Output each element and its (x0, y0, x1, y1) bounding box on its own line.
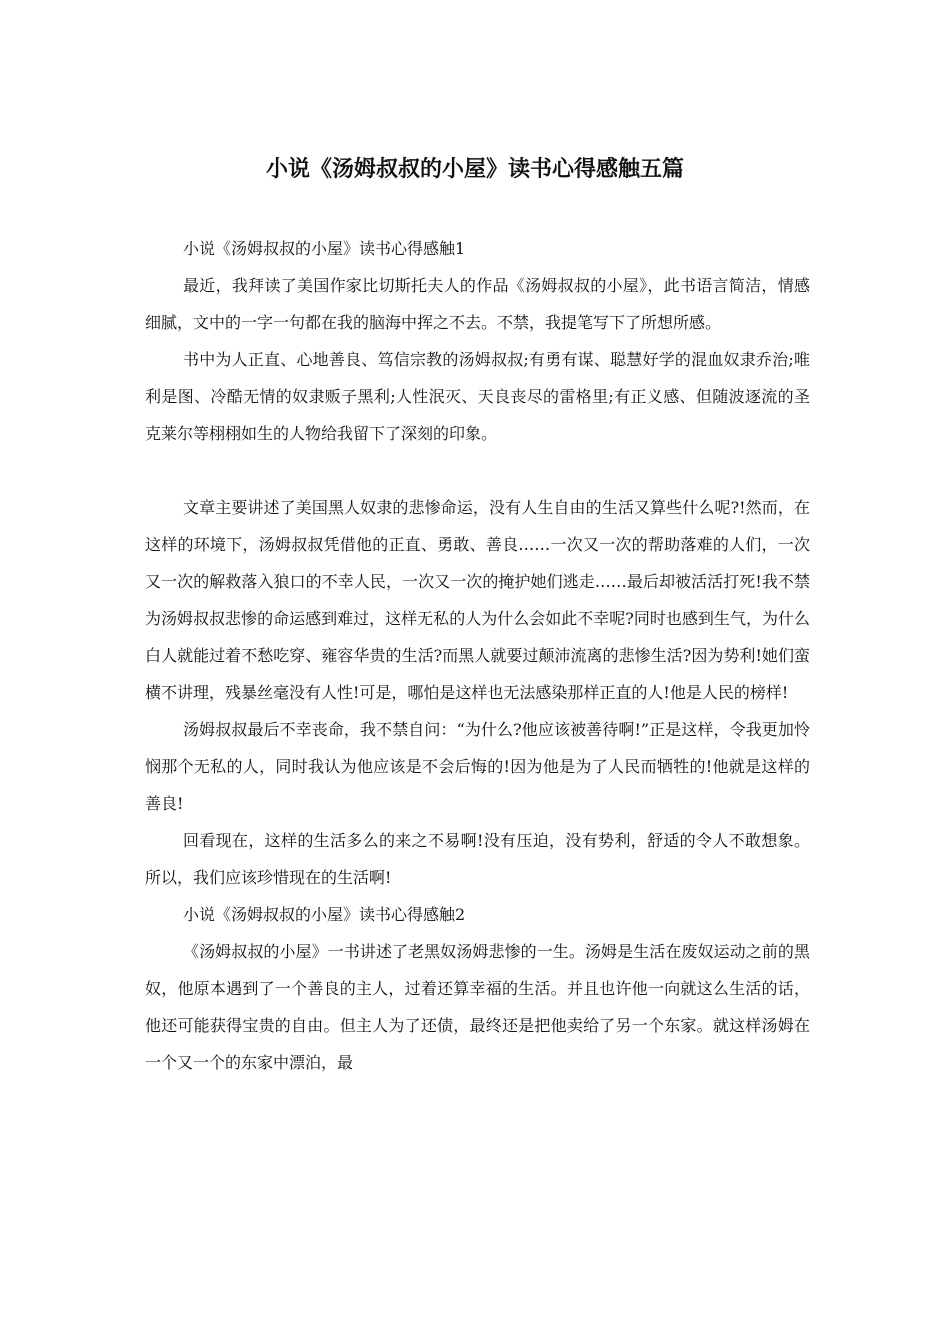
body-paragraph: 书中为人正直、心地善良、笃信宗教的汤姆叔叔;有勇有谋、聪慧好学的混血奴隶乔治;唯利是图、冷酷无情的奴隶贩子黑利;人性泯灭、天良丧尽的雷格里;有正义感、但随波逐流的圣克莱尔等栩栩如生的人物给我留下了深刻的印象。 (145, 350, 810, 443)
body-paragraph: 《汤姆叔叔的小屋》一书讲述了老黑奴汤姆悲惨的一生。汤姆是生活在废奴运动之前的黑奴，他原本遇到了一个善良的主人，过着还算幸福的生活。并且也许他一向就这么生活的话，他还可能获得宝贵的自由。但主人为了还债，最终还是把他卖给了另一个东家。就这样汤姆在一个又一个的东家中漂泊，最 (145, 942, 810, 1072)
body-paragraph: 汤姆叔叔最后不幸丧命，我不禁自问：“为什么?他应该被善待啊!”正是这样，令我更加怜悯那个无私的人，同时我认为他应该是不会后悔的!因为他是为了人民而牺牲的!他就是这样的善良! (145, 720, 810, 813)
section-heading-2: 小说《汤姆叔叔的小屋》读书心得感触2 (183, 905, 466, 924)
body-paragraph: 最近，我拜读了美国作家比切斯托夫人的作品《汤姆叔叔的小屋》，此书语言简洁，情感细腻，文中的一字一句都在我的脑海中挥之不去。不禁，我提笔写下了所想所感。 (145, 276, 810, 332)
body-paragraph: 回看现在，这样的生活多么的来之不易啊!没有压迫，没有势利，舒适的令人不敢想象。所以，我们应该珍惜现在的生活啊! (145, 831, 810, 887)
document-body (145, 230, 810, 1081)
section-heading-1: 小说《汤姆叔叔的小屋》读书心得感触1 (183, 239, 466, 258)
document-title: 小说《汤姆叔叔的小屋》读书心得感触五篇 (265, 157, 684, 182)
body-paragraph: 文章主要讲述了美国黑人奴隶的悲惨命运，没有人生自由的生活又算些什么呢?!然而，在这样的环境下，汤姆叔叔凭借他的正直、勇敢、善良……一次又一次的帮助落难的人们，一次又一次的解救落入狼口的不幸人民，一次又一次的掩护她们逃走……最后却被活活打死!我不禁为汤姆叔叔悲惨的命运感到难过，这样无私的人为什么会如此不幸呢?同时也感到生气，为什么白人就能过着不愁吃穿、雍容华贵的生活?而黑人就要过颠沛流离的悲惨生活?因为势利!她们蛮横不讲理，残暴丝毫没有人性!可是，哪怕是这样也无法感染那样正直的人!他是人民的榜样! (145, 498, 810, 702)
